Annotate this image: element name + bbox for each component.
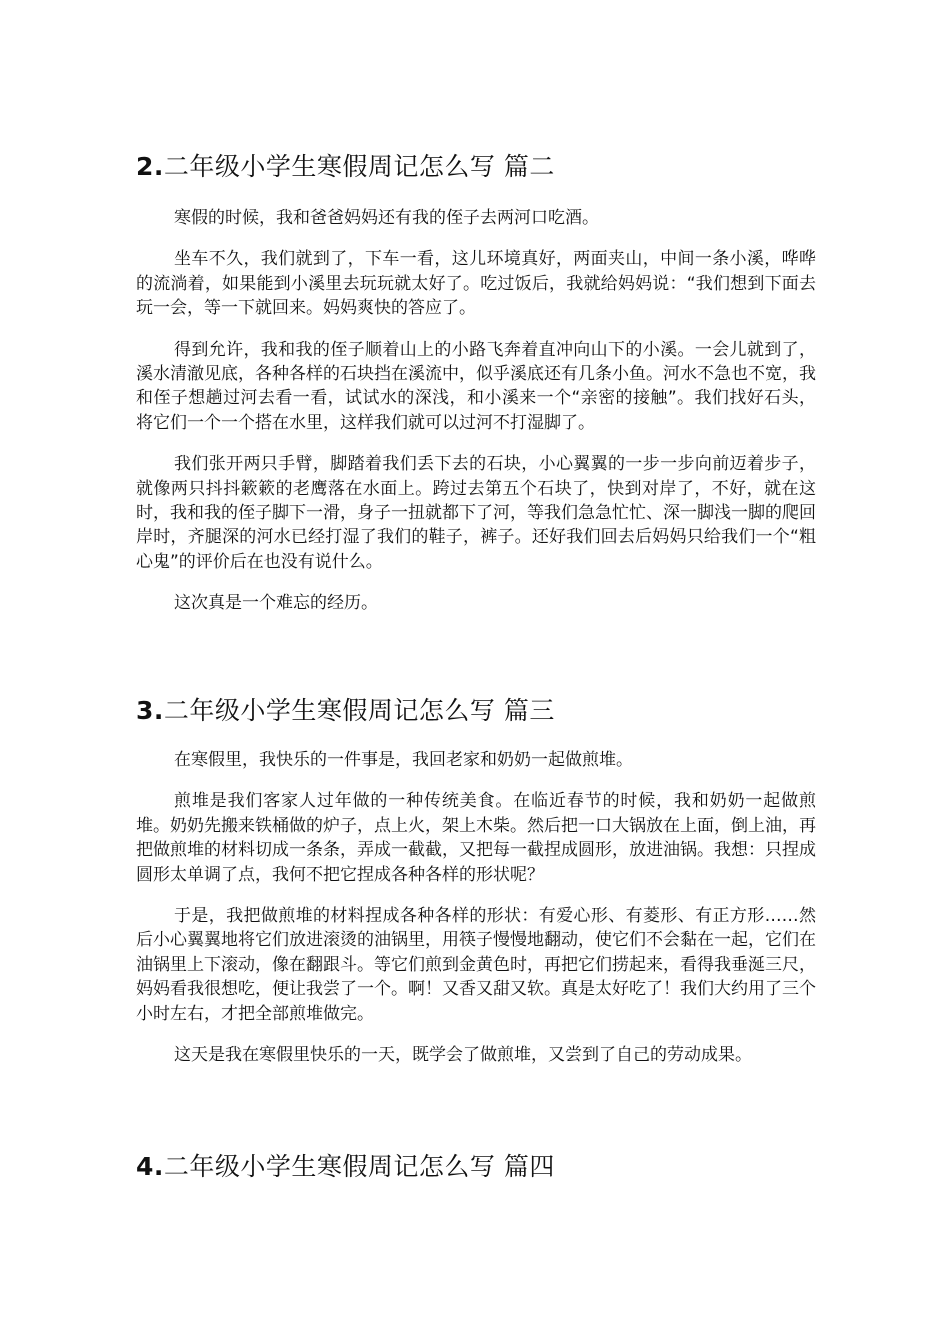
section-heading — [136, 694, 816, 728]
paragraph: 得到允许，我和我的侄子顺着山上的小路飞奔着直冲向山下的小溪。一会儿就到了，溪水清澈见底，各种各样的石块挡在溪流中，似乎溪底还有几条小鱼。河水不急也不宽，我和侄子想趟过河去看一看，试试水的深浅，和小溪来一个“亲密的接触”。我们找好石头，将它们一个一个搭在水里，这样我们就可以过河不打湿脚了。 — [136, 339, 816, 433]
section-4 — [136, 1150, 816, 1184]
paragraph: 坐车不久，我们就到了，下车一看，这儿环境真好，两面夹山，中间一条小溪，哗哗的流淌着，如果能到小溪里去玩玩就太好了。吃过饭后，我就给妈妈说：“我们想到下面去玩一会，等一下就回来。妈妈爽快的答应了。 — [136, 249, 816, 319]
section-2 — [136, 150, 816, 616]
paragraph: 在寒假里，我快乐的一件事是，我回老家和奶奶一起做煎堆。 — [174, 750, 633, 770]
paragraph: 寒假的时候，我和爸爸妈妈还有我的侄子去两河口吃酒。 — [174, 208, 599, 228]
section-title: 二年级小学生寒假周记怎么写 篇三 — [163, 696, 555, 725]
section-number: 4. — [136, 1152, 164, 1181]
section-title: 二年级小学生寒假周记怎么写 篇四 — [163, 1152, 555, 1181]
paragraph: 煎堆是我们客家人过年做的一种传统美食。在临近春节的时候，我和奶奶一起做煎堆。奶奶先搬来铁桶做的炉子，点上火，架上木柴。然后把一口大锅放在上面，倒上油，再把做煎堆的材料切成一条条，弄成一截截，又把每一截捏成圆形，放进油锅。我想：只捏成圆形太单调了点，我何不把它捏成各种各样的形状呢？ — [136, 791, 816, 885]
section-heading — [136, 150, 816, 184]
paragraph: 我们张开两只手臂，脚踏着我们丢下去的石块，小心翼翼的一步一步向前迈着步子，就像两只抖抖簌簌的老鹰落在水面上。跨过去第五个石块了，快到对岸了，不好，就在这时，我和我的侄子脚下一滑，身子一扭就都下了河，等我们急急忙忙、深一脚浅一脚的爬回岸时，齐腿深的河水已经打湿了我们的鞋子，裤子。还好我们回去后妈妈只给我们一个“粗心鬼”的评价后在也没有说什么。 — [136, 454, 816, 572]
paragraph: 这次真是一个难忘的经历。 — [174, 593, 378, 614]
paragraph: 于是，我把做煎堆的材料捏成各种各样的形状：有爱心形、有菱形、有正方形……然后小心翼翼地将它们放进滚烫的油锅里，用筷子慢慢地翻动，使它们不会黏在一起，它们在油锅里上下滚动，像在翻跟斗。等它们煎到金黄色时，再把它们捞起来，看得我垂涎三尺，妈妈看我很想吃，便让我尝了一个。啊！又香又甜又软。真是太好吃了！我们大约用了三个小时左右，才把全部煎堆做完。 — [136, 906, 816, 1024]
section-heading — [136, 1150, 816, 1184]
section-number: 2. — [136, 152, 164, 181]
section-3 — [136, 694, 816, 1067]
section-number: 3. — [136, 696, 164, 725]
paragraph: 这天是我在寒假里快乐的一天，既学会了做煎堆，又尝到了自己的劳动成果。 — [174, 1045, 752, 1066]
section-title: 二年级小学生寒假周记怎么写 篇二 — [163, 152, 555, 181]
